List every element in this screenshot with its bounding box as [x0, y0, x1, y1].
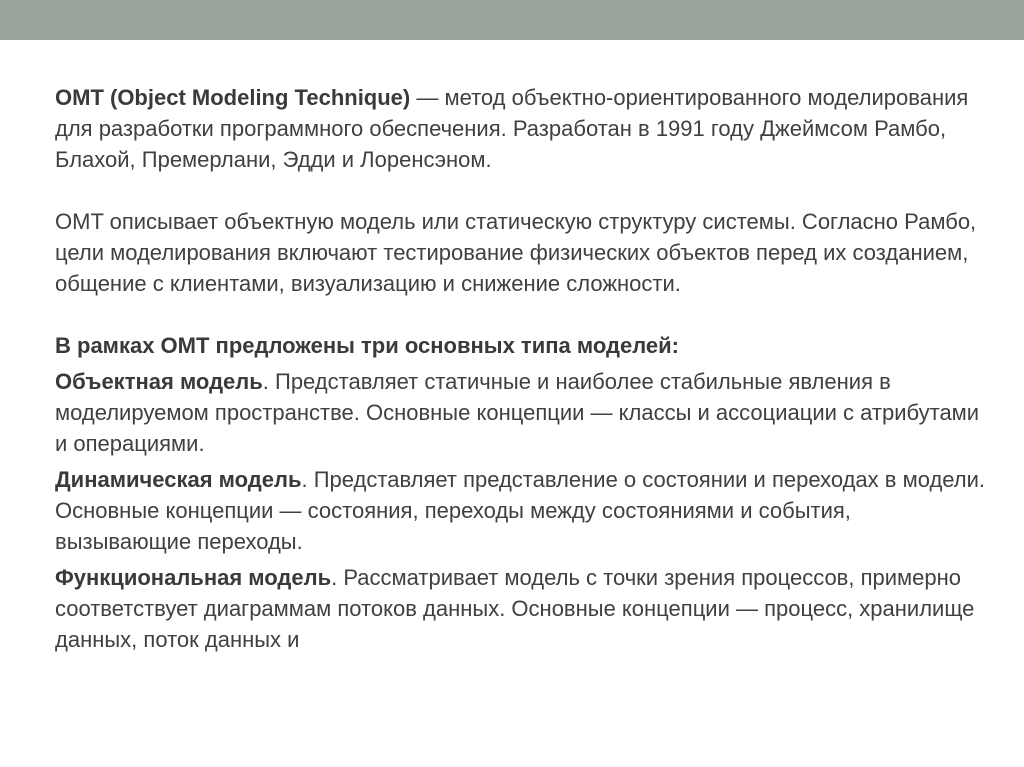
intro-definition: — метод объектно-ориентированного моделирования для разработки программного обеспечения. Разработан в 1991 году Джеймсом Рамбо, Блахой, Премерлани, Эдди и Лоренсэном.	[55, 85, 969, 172]
model-object-text: . Представляет статичные и наиболее стабильные явления в моделируемом пространстве. Основные концепции — классы и ассоциации с атрибутами и операциями.	[55, 369, 980, 456]
slide-content	[55, 82, 990, 655]
model-dynamic-name: Динамическая модель	[55, 467, 302, 492]
model-functional-name: Функциональная модель	[55, 565, 332, 590]
model-dynamic-text: . Представляет представление о состоянии и переходах в модели. Основные концепции — состояния, переходы между состояниями и события, вызывающие переходы.	[55, 467, 986, 554]
description-paragraph: OMT описывает объектную модель или статическую структуру системы. Согласно Рамбо, цели моделирования включают тестирование физических объектов перед их созданием, общение с клиентами, визуализацию и снижение сложности.	[55, 209, 977, 296]
intro-paragraph	[55, 82, 990, 175]
models-heading: В рамках OMT предложены три основных типа моделей:	[55, 333, 679, 358]
intro-term: OMT (Object Modeling Technique)	[55, 85, 411, 110]
model-dynamic-paragraph	[55, 464, 990, 557]
model-object-name: Объектная модель	[55, 369, 263, 394]
top-bar	[0, 0, 1024, 40]
model-object-paragraph	[55, 366, 990, 459]
model-functional-paragraph	[55, 562, 990, 655]
model-functional-text: . Рассматривает модель с точки зрения процессов, примерно соответствует диаграммам потоков данных. Основные концепции — процесс, хранилище данных, поток данных и	[55, 565, 975, 652]
